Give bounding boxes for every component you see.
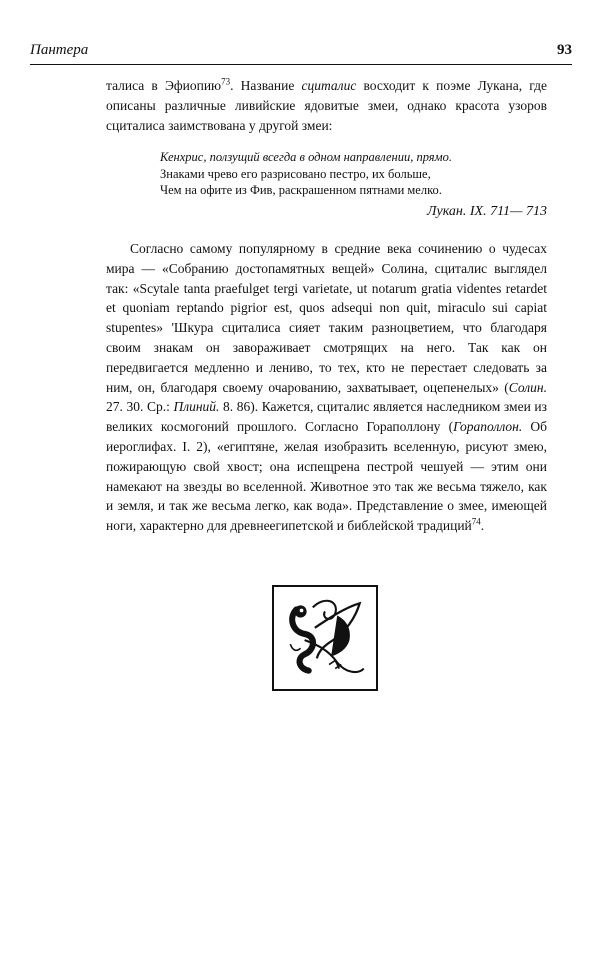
citation-pliny: Плиний. <box>173 399 220 415</box>
verse-line: Кенхрис, ползущий всегда в одном направлении, прямо. <box>160 150 452 164</box>
running-header <box>30 42 572 64</box>
paragraph-2-text: Согласно самому популярному в средние века сочинению о чудесах мира — «Собранию достопамятных вещей» Солина, сциталис выглядел так: «Scytale tanta praefulget tergi varietate, ut notarum gratia videntes retardet et quoniam reptando pigrior est, quos adsequi non quit, miraculo sui capiat stupentes» 'Шкура сциталиса сияет таким разноцветием, что благодаря своим знакам он завораживает смотрящих на него. Так как он передвигается медленно и лениво, то тех, кто не перестает следовать за ним, он, благодаря своему очарованию, захватывает, оцепенелых» ( <box>106 241 547 395</box>
paragraph-2-text: 27. 30. Ср.: <box>106 399 174 415</box>
footnote-ref-73[interactable]: 73 <box>221 76 231 87</box>
paragraph-1-text: . Название <box>230 78 302 93</box>
citation-solin: Солин. <box>508 379 547 395</box>
paragraph-1-text: талиса в Эфиопию <box>106 78 222 93</box>
citation-horapollo: Гораполлон. <box>453 419 523 435</box>
paragraph-2: Согласно самому популярному в средние века сочинению о чудесах мира — «Собранию достопамятных вещей» Солина, сциталис выглядел так: «Scytale tanta praefulget tergi varietate, ut notarum gratia videntes retardet et quoniam reptando pigrior est, quos adsequi non quit, miraculo sui capiat stupentes» 'Шкура сциталиса сияет таким разноцветием, что благодаря своим знакам он завораживает смотрящих на него. Так как он передвигается медленно и лениво, то тех, кто не перестает следовать за ним, он, благодаря своему очарованию, захватывает, оцепенелых» (Солин. 27. 30. Ср.: Плиний. 8. 86). Кажется, сциталис является наследником змеи из великих космогоний прошлого. Согласно Гораполлону (Гораполлон. Об иероглифах. I. 2), «египтяне, желая изобразить вселенную, рисуют змею, пожирающую свой хвост; она испещрена пестрой чешуей — этим они намекают на звезды во вселенной. Животное это так же весьма тяжело, как и земля, и так же весьма легко, как вода». Представление о змее, имеющей ноги, характерно для древнеегипетской и библейской традиций$^{74}$. <box>106 241 548 534</box>
header-rule <box>30 64 572 65</box>
footnote-ref-74[interactable]: 74 <box>471 516 481 527</box>
verse-line: Знаками чрево его разрисовано пестро, их больше, <box>160 166 431 181</box>
serpent-icon <box>274 587 376 689</box>
serpent-illustration <box>272 585 378 691</box>
running-title: Пантера <box>30 42 89 58</box>
verse-line: Чем на офите из Фив, раскрашенном пятнами мелко. <box>160 183 442 197</box>
paragraph-1 <box>106 76 547 135</box>
paragraph-2-text: Об иероглифах. I. 2), «египтяне, желая изобразить вселенную, рисуют змею, пожирающую свой хвост; она испещрена пестрой чешуей — этим они намекают на звезды во вселенной. Животное это так же весьма тяжело, как и земля, и так же весьма легко, как вода». Представление о змее, имеющей ноги, характерно для древнеегипетской и библейской традиций <box>106 419 548 534</box>
verse-quote <box>160 149 452 199</box>
term-scytalis: сциталис <box>301 78 357 93</box>
page-number: 93 <box>557 42 572 58</box>
paragraph-2-text: 8. 86). Кажется, сциталис является наследником змеи из великих космогоний прошлого. Согласно Гораполлону ( <box>106 399 547 435</box>
verse-attribution: Лукан. IX. 711— 713 <box>427 204 547 219</box>
paragraph-1-text: восходит к поэме Лукана, где описаны различные ливийские ядовитые змеи, однако красота узоров сциталиса заимствована у другой змеи: <box>106 78 547 133</box>
